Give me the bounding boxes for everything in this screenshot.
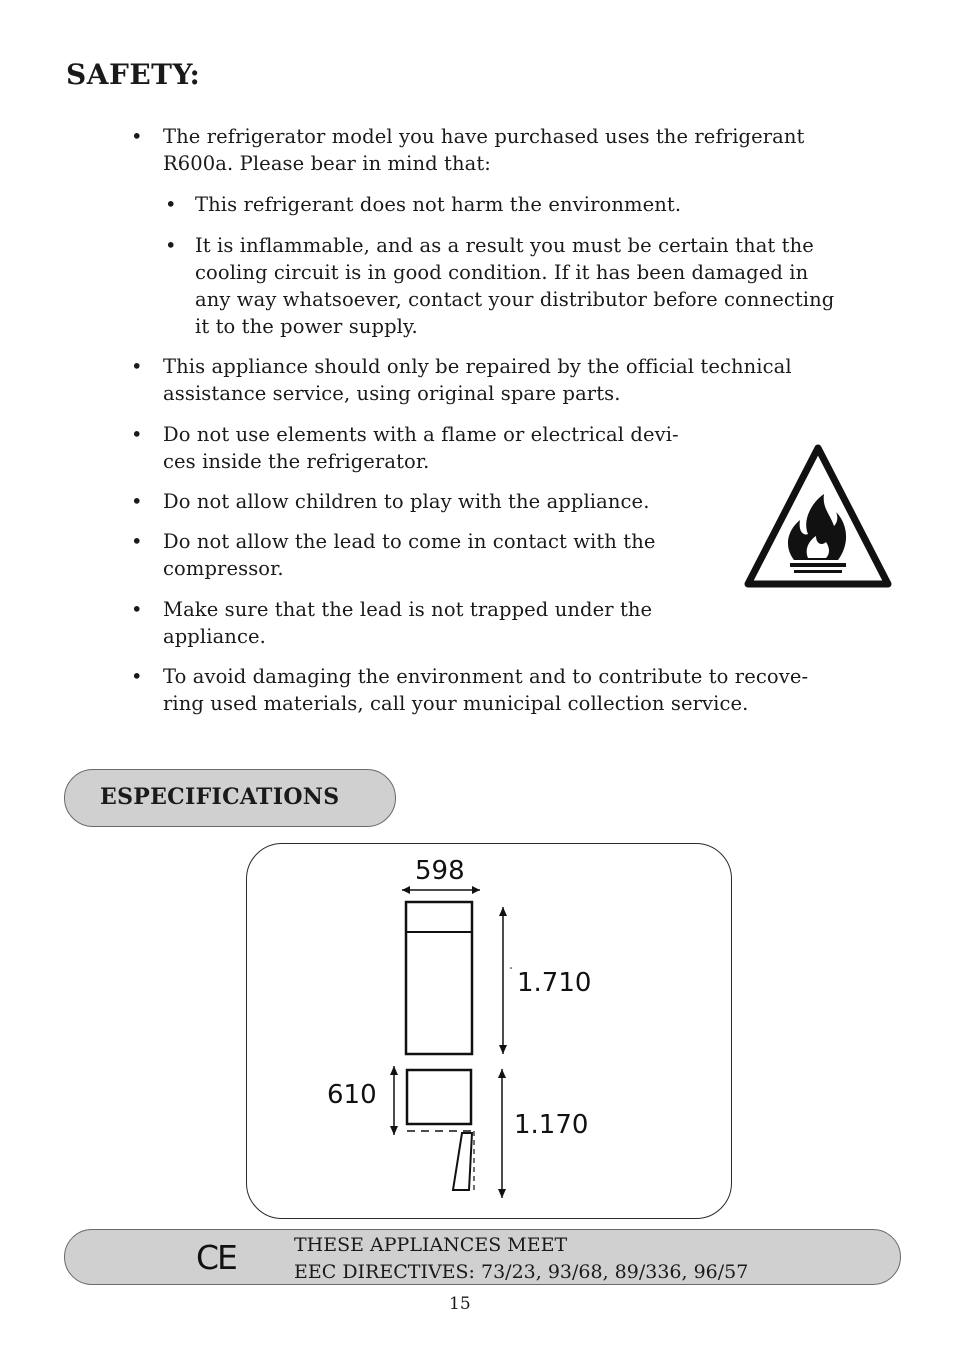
list-item <box>131 353 792 407</box>
safety-repair-text: This appliance should only be repaired by the official technical assistance service, using original spare parts. <box>163 355 792 405</box>
safety-recycling-text: To avoid damaging the environment and to contribute to recove- ring used materials, call your municipal collection service. <box>163 665 809 715</box>
compliance-line-2: EEC DIRECTIVES: 73/23, 93/68, 89/336, 96/57 <box>294 1261 749 1283</box>
safety-inflammable-text: It is inflammable, and as a result you must be certain that the cooling circuit is in good condition. If it has been damaged in any way whatsoever, contact your distributor before connecting it to the power supply. <box>195 234 835 338</box>
bullet-marker: • <box>131 125 143 148</box>
list-item <box>131 488 650 515</box>
depth-dimension-label: 610 <box>327 1080 377 1110</box>
safety-lead-text: Make sure that the lead is not trapped under the appliance. <box>163 598 653 648</box>
list-item <box>131 421 679 475</box>
page-number: 15 <box>449 1294 471 1314</box>
tall-height-dimension-label: 1.710 <box>517 968 592 998</box>
depth-arrow-head-top <box>390 1066 398 1075</box>
bullet-marker: • <box>131 598 143 621</box>
bullet-marker: • <box>165 193 177 216</box>
safety-compressor-text: Do not allow the lead to come in contact with the compressor. <box>163 530 656 580</box>
bullet-marker: • <box>131 530 143 553</box>
safety-environment-text: This refrigerant does not harm the environment. <box>195 193 682 216</box>
bullet-marker: • <box>131 355 143 378</box>
tall-height-arrow-head-bottom <box>499 1045 507 1054</box>
tall-height-arrow-head-top <box>499 907 507 916</box>
section-title: ESPECIFICATIONS <box>100 784 340 810</box>
list-item <box>131 123 805 177</box>
bullet-marker: • <box>131 423 143 446</box>
compliance-line-1: THESE APPLIANCES MEET <box>294 1234 568 1256</box>
safety-refrigerant-text: The refrigerator model you have purchased uses the refrigerant R600a. Please bear in mind that: <box>163 125 805 175</box>
short-height-arrow-head-bottom <box>498 1189 506 1198</box>
list-item <box>131 663 809 717</box>
open-door-outline <box>453 1133 472 1190</box>
list-item <box>165 232 835 340</box>
list-item <box>131 528 656 582</box>
compliance-banner <box>64 1229 901 1285</box>
ce-mark-icon: CE <box>196 1238 236 1277</box>
short-appliance-outline <box>407 1070 471 1124</box>
depth-arrow-head-bottom <box>390 1126 398 1135</box>
specifications-banner <box>64 769 396 827</box>
bullet-marker: • <box>165 234 177 257</box>
width-dimension-label: 598 <box>415 856 465 886</box>
safety-children-text: Do not allow children to play with the appliance. <box>163 490 650 513</box>
width-arrow-head-left <box>402 886 410 894</box>
page-title: SAFETY: <box>66 58 201 91</box>
width-arrow-head-right <box>472 886 480 894</box>
tall-appliance-outline <box>406 902 472 1054</box>
short-height-dimension-label: 1.170 <box>514 1110 589 1140</box>
bullet-marker: • <box>131 665 143 688</box>
list-item <box>165 191 682 218</box>
flammable-warning-icon <box>742 442 894 592</box>
bullet-marker: • <box>131 490 143 513</box>
short-height-arrow-head-top <box>498 1069 506 1078</box>
safety-flame-text: Do not use elements with a flame or electrical devi- ces inside the refrigerator. <box>163 423 679 473</box>
dimensions-diagram <box>246 843 732 1219</box>
list-item <box>131 596 653 650</box>
